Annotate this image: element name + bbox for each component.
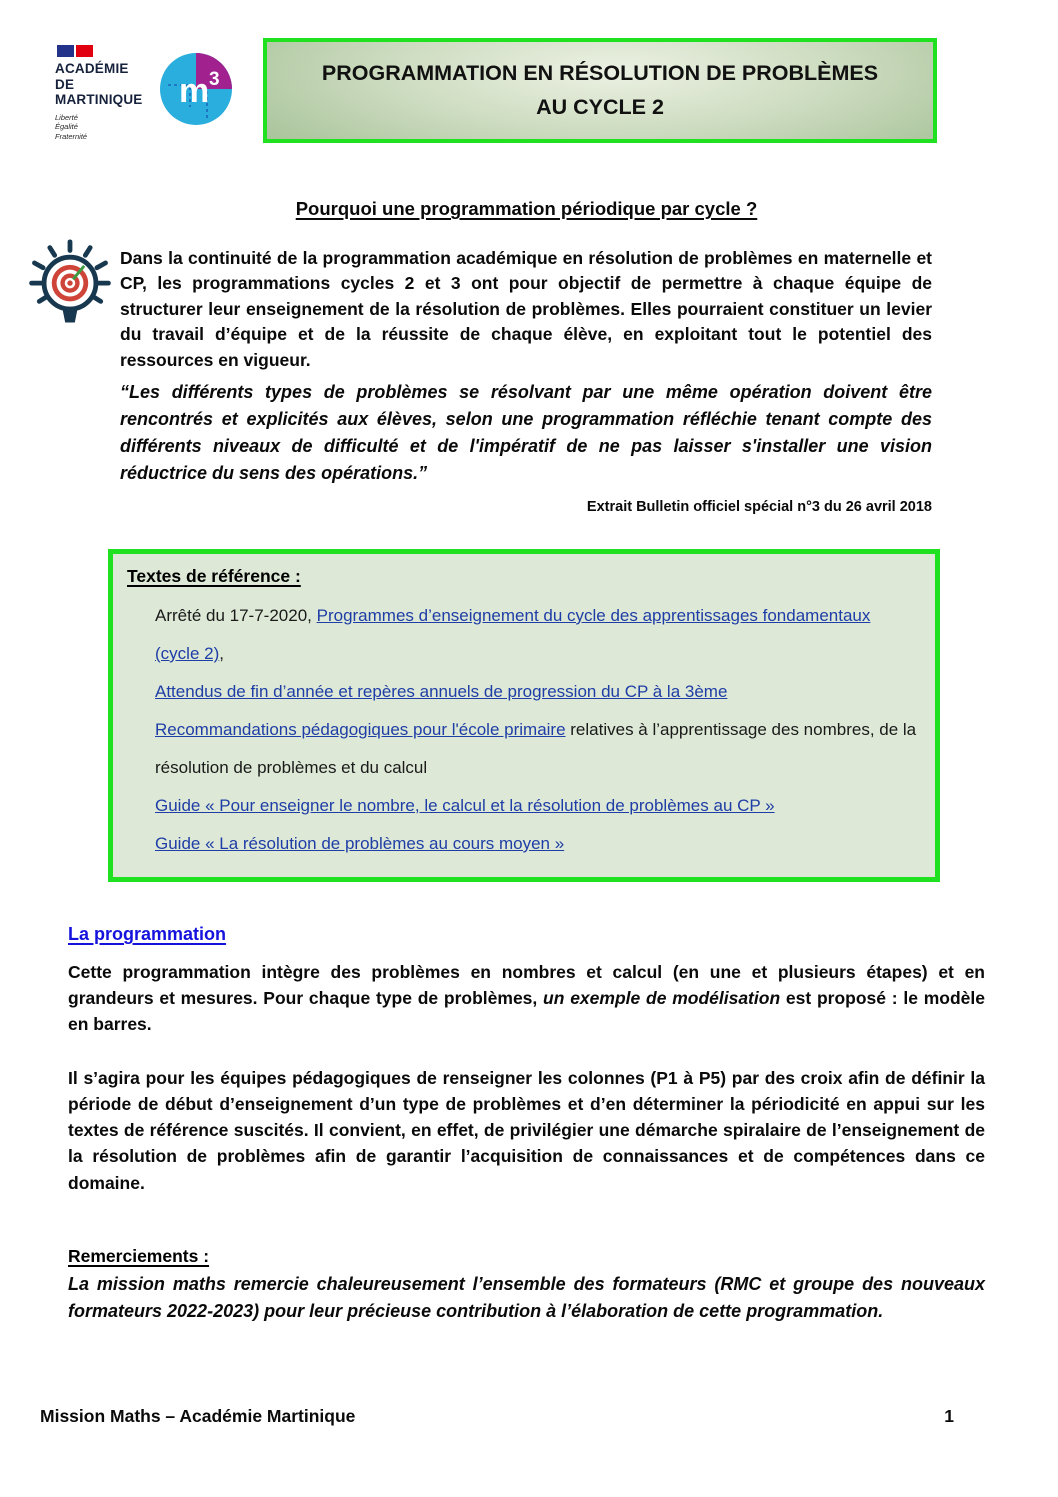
svg-text:3: 3 (209, 69, 220, 90)
reference-item (155, 673, 917, 711)
reference-item (155, 787, 917, 825)
french-flag-icon (57, 45, 165, 57)
reference-box-heading: Textes de référence : (127, 565, 301, 586)
official-quote: “Les différents types de problèmes se résolvant par une même opération doivent être rencontrés et explicités aux élèves, selon une programmation réfléchie tenant compte des différents niveaux de difficulté et de l'impératif de ne pas laisser s'installer une vision réductrice du sens des opérations.” (120, 381, 932, 483)
reference-link[interactable]: Recommandations pédagogiques pour l'école primaire (155, 719, 566, 739)
reference-item (155, 711, 917, 787)
section-heading-pourquoi: Pourquoi une programmation périodique par cycle ? (295, 198, 758, 219)
remerciements-section (68, 1246, 985, 1325)
reference-item (155, 597, 917, 673)
section-heading-programmation: La programmation (68, 923, 227, 944)
remerciements-paragraph: La mission maths remercie chaleureusement l’ensemble des formateurs (RMC et groupe des nouveaux formateurs 2022-2023) pour leur précieuse contribution à l’élaboration de cette programmation. (68, 1273, 985, 1321)
reference-link[interactable]: Guide « La résolution de problèmes au cours moyen » (155, 833, 565, 853)
svg-text:m: m (179, 72, 210, 110)
academy-name-line2: DE MARTINIQUE (55, 76, 143, 108)
academy-name-line1: ACADÉMIE (55, 61, 129, 76)
para1-emphasis: un exemple de modélisation (543, 988, 781, 1009)
para1-after: est proposé : le modèle en barres. (68, 988, 985, 1035)
para1-before: Cette programmation intègre des problèmes en nombres et calcul (en une et plusieurs étapes) et en grandeurs et mesures. Pour chaque type de problèmes, (68, 961, 985, 1009)
motto-egalite: Égalité (55, 122, 78, 132)
document-title-box (263, 38, 937, 143)
reference-item (155, 825, 917, 863)
reference-text: , (219, 643, 224, 663)
quote-source: Extrait Bulletin officiel spécial n°3 du 26 avril 2018 (586, 498, 932, 515)
academy-logo (55, 45, 165, 142)
reference-text: relatives à l’apprentissage des nombres, de la résolution de problèmes et du calcul (155, 719, 917, 777)
document-title-line2: AU CYCLE 2 (536, 94, 664, 119)
page-number: 1 (944, 1406, 954, 1426)
republic-motto (55, 113, 165, 142)
reference-items (127, 597, 917, 863)
programmation-paragraph-1 (68, 959, 985, 1038)
document-title-line1: PROGRAMMATION EN RÉSOLUTION DE PROBLÈMES (321, 61, 879, 86)
lightbulb-target-icon (22, 238, 118, 334)
reference-box (108, 549, 940, 882)
motto-liberte: Liberté (55, 112, 78, 122)
page-footer (40, 1406, 954, 1427)
intro-section (120, 246, 932, 515)
reference-text: Arrêté du 17-7-2020, (155, 605, 317, 625)
programmation-paragraph-2: Il s’agira pour les équipes pédagogiques de renseigner les colonnes (P1 à P5) par des croix afin de définir la période de début d’enseignement d’un type de problèmes et d’en déterminer la périodicité en appui sur les textes de référence suscités. Il convient, en effet, de privilégier une démarche spiralaire de l’enseignement de la résolution de problèmes afin de garantir l’acquisition de connaissances et de compétences dans ce domaine. (68, 1067, 985, 1193)
reference-link[interactable]: Guide « Pour enseigner le nombre, le calcul et la résolution de problèmes au CP » (155, 795, 775, 815)
intro-paragraph: Dans la continuité de la programmation académique en résolution de problèmes en maternelle et CP, les programmations cycles 2 et 3 ont pour objectif de permettre à chaque équipe de structurer leur enseignement de la résolution de problèmes. Elles pourraient constituer un levier du travail d’équipe et de la réussite de chaque élève, en exploitant tout le potentiel des ressources en vigueur. (120, 248, 932, 370)
motto-fraternite: Fraternité (55, 132, 88, 142)
m3-mission-maths-logo-icon (160, 53, 232, 125)
programmation-section (68, 924, 985, 1196)
reference-link[interactable]: Attendus de fin d’année et repères annuels de progression du CP à la 3ème (155, 681, 728, 701)
section-heading-remerciements: Remerciements : (68, 1245, 210, 1266)
reference-link[interactable]: Programmes d’enseignement du cycle des apprentissages fondamentaux (cycle 2) (155, 605, 871, 663)
footer-text: Mission Maths – Académie Martinique (40, 1406, 356, 1426)
